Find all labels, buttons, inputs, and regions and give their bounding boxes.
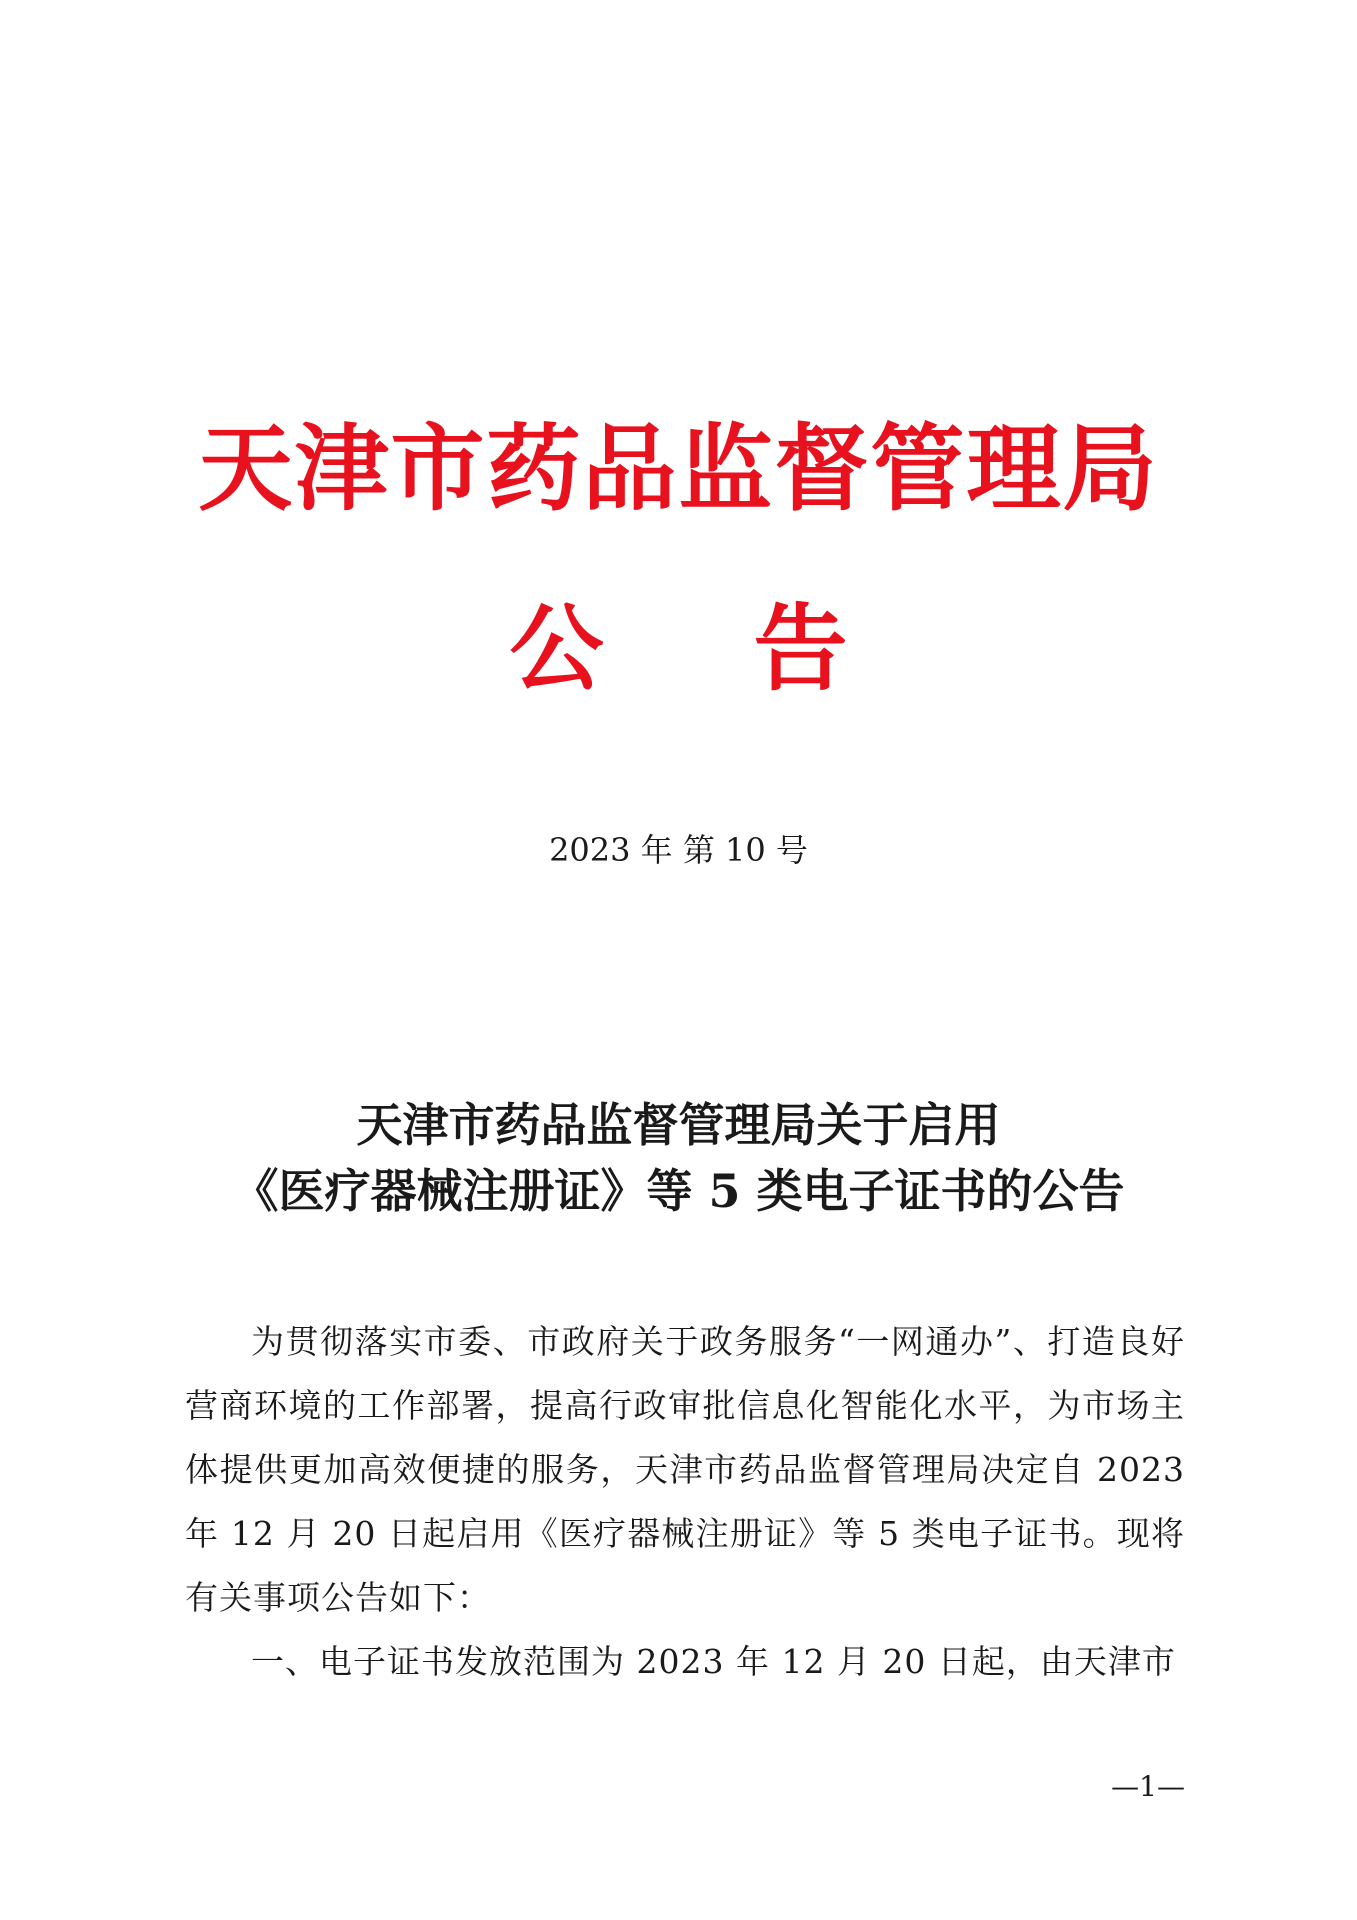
notice-title bbox=[0, 1092, 1357, 1224]
document-type-char-1: 公 bbox=[509, 595, 604, 704]
issuing-organization-title: 天津市药品监督管理局 bbox=[198, 415, 1159, 524]
document-type-title bbox=[0, 595, 1357, 705]
body-paragraph-2: 一、电子证书发放范围为 2023 年 12 月 20 日起，由天津市 bbox=[251, 1642, 1176, 1681]
body-paragraph-1: 为贯彻落实市委、市政府关于政务服务“一网通办”、打造良好营商环境的工作部署，提高行政审批信息化智能化水平，为市场主体提供更加高效便捷的服务，天津市药品监督管理局决定自 2023 年 12 月 20 日起启用《医疗器械注册证》等 5 类电子证书。现将有关事项公告如下： bbox=[185, 1322, 1185, 1617]
page-number: —1— bbox=[1111, 1770, 1185, 1803]
notice-body bbox=[185, 1310, 1185, 1694]
document-type-char-2: 告 bbox=[753, 595, 848, 704]
notice-title-line-1: 天津市药品监督管理局关于启用 bbox=[356, 1098, 1001, 1152]
notice-title-line-2: 《医疗器械注册证》等 5 类电子证书的公告 bbox=[232, 1164, 1125, 1218]
document-number: 2023 年 第 10 号 bbox=[549, 831, 808, 869]
